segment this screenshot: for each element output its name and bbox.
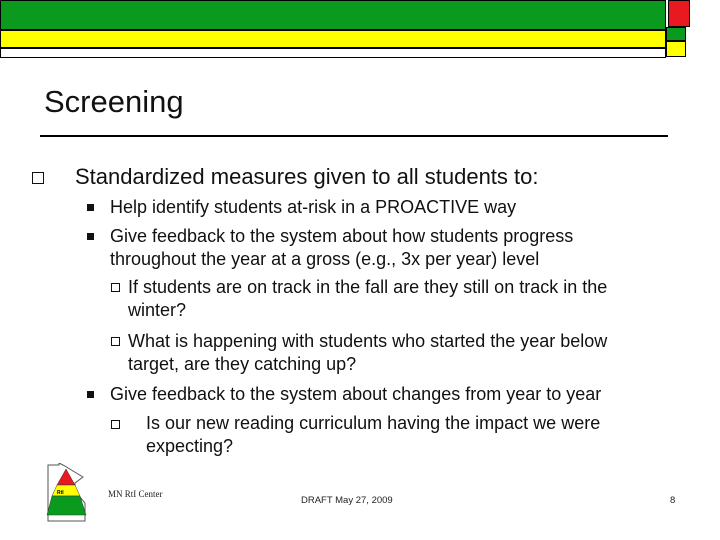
main-bullet-text: Standardized measures given to all students to:	[75, 164, 539, 189]
filled-square-icon	[87, 391, 94, 398]
level3-item-1-line-2: winter?	[128, 300, 187, 320]
header-white-band	[0, 48, 666, 58]
hollow-square-icon	[32, 172, 44, 184]
level3-item-1-line-1: If students are on track in the fall are they still on track in the	[128, 277, 608, 297]
level3-item-3-line-1: Is our new reading curriculum having the impact we were	[146, 413, 601, 433]
slide-title: Screening	[44, 84, 184, 119]
level3-item-2-line-2: target, are they catching up?	[128, 354, 357, 374]
level2-item-3-line-1: Give feedback to the system about changes from year to year	[110, 384, 602, 404]
title-underline	[40, 135, 668, 137]
hollow-square-icon	[111, 337, 120, 346]
level3-item-3-line-2: expecting?	[146, 436, 234, 456]
filled-square-icon	[87, 204, 94, 211]
footer-draft-date: DRAFT May 27, 2009	[301, 495, 393, 506]
header-yellow-square	[666, 41, 686, 57]
header-red-square	[668, 0, 690, 27]
header-green-band	[0, 0, 666, 30]
level2-item-2-line-2: throughout the year at a gross (e.g., 3x per year) level	[110, 249, 540, 269]
filled-square-icon	[87, 233, 94, 240]
logo-text: RtI	[57, 490, 64, 496]
level3-item-2-line-1: What is happening with students who started the year below	[128, 331, 608, 351]
hollow-square-icon	[111, 420, 120, 429]
footer-organization: MN RtI Center	[108, 489, 163, 499]
header-green-square	[666, 27, 686, 41]
page-number: 8	[670, 495, 676, 506]
level2-item-2-line-1: Give feedback to the system about how students progress	[110, 226, 574, 246]
hollow-square-icon	[111, 283, 120, 292]
minnesota-triangle-logo	[45, 463, 89, 523]
level2-item-1-line-1: Help identify students at-risk in a PROACTIVE way	[110, 197, 517, 217]
header-yellow-band	[0, 30, 666, 48]
